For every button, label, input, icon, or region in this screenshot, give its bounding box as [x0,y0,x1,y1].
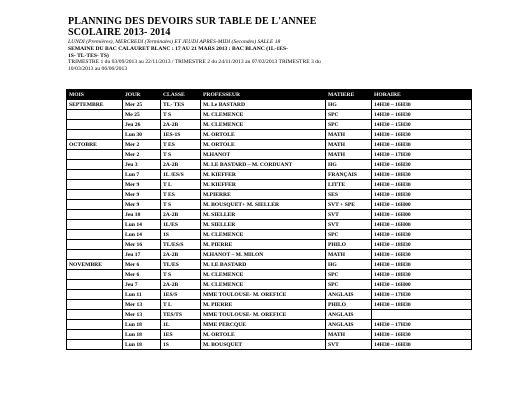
cell-time: 14H30 – 16H30 [372,110,472,120]
cell-day: Mer 2 [123,140,161,150]
cell-subject: MATH [326,250,372,260]
cell-class: T S [161,200,201,210]
cell-time: 14H30 – 17H30 [372,150,472,160]
cell-class: 1ES-1S [161,130,201,140]
cell-class: TL/ES [161,260,201,270]
table-row [67,330,472,340]
cell-day: Lun 14 [123,220,161,230]
cell-day: Lun 18 [123,320,161,330]
cell-teacher: M. ORTOLE [201,330,326,340]
table-row [67,320,472,330]
cell-month: NOVEMBRE [67,260,123,270]
table-row [67,140,472,150]
cell-month [67,180,123,190]
cell-time: 14H30 – 16H00 [372,220,472,230]
cell-subject: SVT [326,340,372,350]
cell-month [67,190,123,200]
cell-time: 14H30 – 16H00 [372,210,472,220]
table-row [67,270,472,280]
cell-day: Lun 14 [123,230,161,240]
cell-subject: SVT [326,220,372,230]
cell-time: 14H30 – 17H30 [372,290,472,300]
cell-day: Mer 13 [123,310,161,320]
table-header-row [67,90,472,100]
cell-teacher: M. CLEMENCE [201,110,326,120]
cell-class: T S [161,270,201,280]
cell-teacher: M. PIERRE [201,240,326,250]
cell-subject: MATH [326,130,372,140]
cell-subject: HG [326,260,372,270]
cell-class: 1S [161,340,201,350]
cell-month [67,120,123,130]
cell-time: 14H30 – 18H30 [372,300,472,310]
column-header-teacher: PROFESSEUR [201,90,326,100]
cell-subject: HG [326,100,372,110]
cell-class: 2A-2B [161,250,201,260]
cell-subject: SPC [326,120,372,130]
table-row [67,210,472,220]
cell-subject: LITTE [326,180,372,190]
cell-time: 14H30 – 16H30 [372,100,472,110]
cell-day: Jeu 10 [123,210,161,220]
cell-time: 14H30 – 18H30 [372,260,472,270]
cell-day: Lun 30 [123,130,161,140]
cell-teacher: M. KIEFFER [201,170,326,180]
cell-month [67,130,123,140]
cell-teacher: MME TOULOUSE- M. OREFICE [201,310,326,320]
column-header-time: HORAIRE [372,90,472,100]
cell-day: Jeu 26 [123,120,161,130]
cell-subject: FRANÇAIS [326,170,372,180]
column-header-month: MOIS [67,90,123,100]
table-row [67,150,472,160]
cell-teacher: MME PERCQUE [201,320,326,330]
cell-class: 1ES [161,330,201,340]
table-row [67,290,472,300]
cell-month [67,160,123,170]
cell-month [67,230,123,240]
column-header-day: JOUR [123,90,161,100]
cell-teacher: M. CLEMENCE [201,120,326,130]
cell-class: T L [161,300,201,310]
cell-month [67,250,123,260]
cell-subject: SPC [326,270,372,280]
cell-subject: SVT [326,210,372,220]
table-row [67,280,472,290]
table-row [67,170,472,180]
trimester-note-line2: 10/03/2013 au 06/06/2013 [68,65,128,72]
cell-month [67,240,123,250]
cell-teacher: M. CLEMENCE [201,270,326,280]
cell-subject: SVT + SPE [326,200,372,210]
cell-teacher: M. ORTOLE [201,140,326,150]
cell-teacher: M. ORTOLE [201,130,326,140]
cell-month [67,300,123,310]
cell-subject: MATH [326,140,372,150]
cell-class: TES/TS [161,310,201,320]
cell-subject: MATH [326,330,372,340]
cell-subject: ANGLAIS [326,290,372,300]
cell-subject: MATH [326,150,372,160]
cell-time: 14H30 – 18H30 [372,190,472,200]
cell-teacher: M.HANOT – M. MILON [201,250,326,260]
table-row [67,120,472,130]
cell-teacher: M. CLEMENCE [201,230,326,240]
cell-time: 14H30 – 18H30 [372,270,472,280]
column-header-class: CLASSE [161,90,201,100]
cell-class: 2A-2B [161,120,201,130]
cell-teacher: M. PIERRE [201,300,326,310]
cell-day: Lun 11 [123,290,161,300]
trimester-note-line1: TRIMESTRE 1 du 03/09/2013 au 22/11/2013 / TRIMESTRE 2 du 24/11/2013 au 07/03/2013 TRIMESTRE 3 du [68,59,321,65]
cell-teacher: M. SIELLER [201,210,326,220]
cell-day: Jeu 17 [123,250,161,260]
cell-teacher: M.HANOT [201,150,326,160]
cell-time: 14H30 – 16H00 [372,280,472,290]
cell-time: 14H30 – 16H30 [372,140,472,150]
cell-time: 14H30 – 18H30 [372,170,472,180]
cell-day: Mer 6 [123,270,161,280]
cell-month [67,150,123,160]
cell-month: OCTOBRE [67,140,123,150]
cell-class: 1L /ES/S [161,170,201,180]
cell-time: 14H30 – 16H30 [372,230,472,240]
cell-day: Mer 16 [123,240,161,250]
cell-subject: SPC [326,280,372,290]
cell-class: 1L/ES [161,220,201,230]
cell-day: Lun 18 [123,340,161,350]
cell-day: Mer 9 [123,190,161,200]
cell-teacher: M.PIERRE [201,190,326,200]
cell-month: SEPTEMBRE [67,100,123,110]
table-row [67,130,472,140]
document-header [68,16,468,72]
bac-blanc-note-line1: SEMAINE DU BAC CALAURET BLANC : 17 AU 21 MARS 2013 : BAC BLANC (1L-1ES- [68,46,288,52]
table-row [67,300,472,310]
cell-time: 14H30 – 16H30 [372,330,472,340]
cell-class: 2A-2B [161,210,201,220]
document-title-line2: SCOLAIRE 2013- 2014 [68,27,171,38]
cell-subject: PHILO [326,300,372,310]
cell-time [372,310,472,320]
cell-month [67,310,123,320]
cell-day: Mer 6 [123,260,161,270]
cell-month [67,270,123,280]
cell-time: 14H30 – 16H30 [372,180,472,190]
cell-class: T S [161,150,201,160]
cell-subject: PHILO [326,240,372,250]
cell-month [67,170,123,180]
cell-month [67,330,123,340]
cell-subject: HG [326,160,372,170]
cell-class: TL- TES [161,100,201,110]
cell-month [67,290,123,300]
table-row [67,250,472,260]
cell-time: 14H30 – 17H30 [372,320,472,330]
cell-teacher: M. LE BASTARD – M. CORDUANT [201,160,326,170]
cell-day: Jeu 7 [123,280,161,290]
cell-class: 1ES/S [161,290,201,300]
cell-time: 14H30 – 16H30 [372,340,472,350]
cell-teacher: MME TOULOUSE- M. OREFICE [201,290,326,300]
cell-teacher: M. LE BASTARD [201,260,326,270]
exam-schedule-table [66,89,472,350]
cell-subject: SPC [326,110,372,120]
cell-month [67,280,123,290]
cell-teacher: M. KIEFFER [201,180,326,190]
cell-day: Mer 9 [123,180,161,190]
table-row [67,100,472,110]
cell-time: 14H30 – 18H30 [372,240,472,250]
cell-class: 2A-2B [161,280,201,290]
cell-time: 14H30 – 15H30 [372,120,472,130]
cell-day: Lun 7 [123,170,161,180]
cell-teacher: M. Le BASTARD [201,100,326,110]
cell-month [67,210,123,220]
cell-teacher: M. BOUSQUET [201,340,326,350]
cell-month [67,220,123,230]
table-row [67,190,472,200]
table-body [67,100,472,350]
cell-time: 14H30 – 16H30 [372,130,472,140]
table-row [67,220,472,230]
cell-month [67,320,123,330]
document-title-line1: PLANNING DES DEVOIRS SUR TABLE DE L'ANNEE [68,16,317,27]
cell-day: Me 25 [123,110,161,120]
cell-class: T S [161,110,201,120]
cell-class: T L [161,180,201,190]
cell-time: 14H30 – 16H30 [372,250,472,260]
cell-subject: ANGLAIS [326,320,372,330]
table-row [67,230,472,240]
table-row [67,180,472,190]
cell-day: Lun 18 [123,330,161,340]
cell-teacher: M. BOUSQUET+ M. SIELLER [201,200,326,210]
cell-class: 2A-2B [161,160,201,170]
cell-subject: ANGLAIS [326,310,372,320]
cell-class: TL/ES/S [161,240,201,250]
cell-time: 14H30 – 16H30 [372,160,472,170]
schedule-note: LUNDI (Premières), MERCREDI (Terminales) ET JEUDI APRES-MIDI (Secondes) SALLE 18 [68,39,281,45]
table-row [67,340,472,350]
cell-teacher: M. CLEMENCE [201,280,326,290]
cell-teacher: M. SIELLER [201,220,326,230]
cell-class: T ES [161,190,201,200]
cell-month [67,110,123,120]
cell-month [67,340,123,350]
cell-class: 1L [161,320,201,330]
cell-month [67,200,123,210]
table-row [67,240,472,250]
cell-day: Mer 13 [123,300,161,310]
cell-day: Mer 9 [123,200,161,210]
table-row [67,110,472,120]
table-row [67,310,472,320]
cell-day: Mer 2 [123,150,161,160]
cell-class: T ES [161,140,201,150]
cell-day: Mer 25 [123,100,161,110]
table-row [67,260,472,270]
table-row [67,160,472,170]
bac-blanc-note-line2: 1S- TL-TES- TS) [68,52,109,59]
cell-day: Jeu 3 [123,160,161,170]
cell-time: 14H30 – 16H00 [372,200,472,210]
cell-class: 1S [161,230,201,240]
column-header-subject: MATIERE [326,90,372,100]
table-row [67,200,472,210]
cell-subject: SES [326,190,372,200]
cell-subject: SPC [326,230,372,240]
